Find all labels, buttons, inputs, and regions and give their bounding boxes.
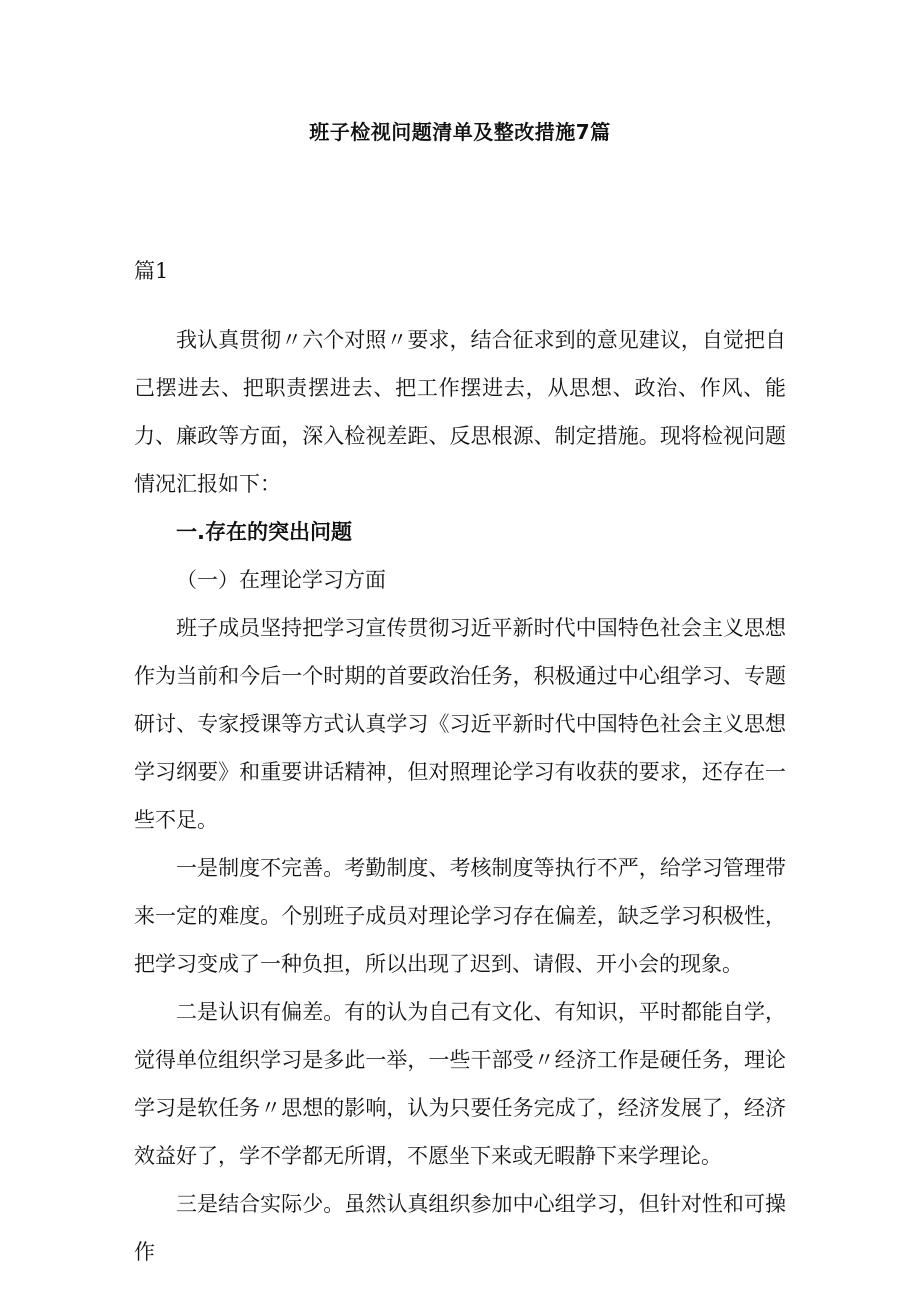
subsection-heading: （一）在理论学习方面 xyxy=(176,568,386,592)
paragraph-issue-3: 三是结合实际少。虽然认真组织参加中心组学习，但针对性和可操作 xyxy=(134,1192,786,1264)
document-body xyxy=(134,316,786,1276)
paragraph-issue-2: 二是认识有偏差。有的认为自己有文化、有知识，平时都能自学，觉得单位组织学习是多此一举，一些干部受〃经济工作是硬任务，理论学习是软任务〃思想的影响，认为只要任务完成了，经济发展了，经济效益好了，学不学都无所谓，不愿坐下来或无暇静下来学理论。 xyxy=(134,1000,786,1168)
paragraph-intro: 我认真贯彻〃六个对照〃要求，结合征求到的意见建议，自觉把自己摆进去、把职责摆进去、把工作摆进去，从思想、政治、作风、能力、廉政等方面，深入检视差距、反思根源、制定措施。现将检视问题情况汇报如下： xyxy=(134,328,786,496)
paragraph-issue-1: 一是制度不完善。考勤制度、考核制度等执行不严，给学习管理带来一定的难度。个别班子成员对理论学习存在偏差，缺乏学习积极性，把学习变成了一种负担，所以出现了迟到、请假、开小会的现象。 xyxy=(134,856,786,976)
paragraph-theory-study: 班子成员坚持把学习宣传贯彻习近平新时代中国特色社会主义思想作为当前和今后一个时期的首要政治任务，积极通过中心组学习、专题研讨、专家授课等方式认真学习《习近平新时代中国特色社会主义思想学习纲要》和重要讲话精神，但对照理论学习有收获的要求，还存在一些不足。 xyxy=(134,616,786,832)
section-label: 篇1 xyxy=(134,259,169,283)
document-title: 班子检视问题清单及整改措施7篇 xyxy=(309,120,611,144)
section-heading: 一.存在的突出问题 xyxy=(176,520,352,544)
